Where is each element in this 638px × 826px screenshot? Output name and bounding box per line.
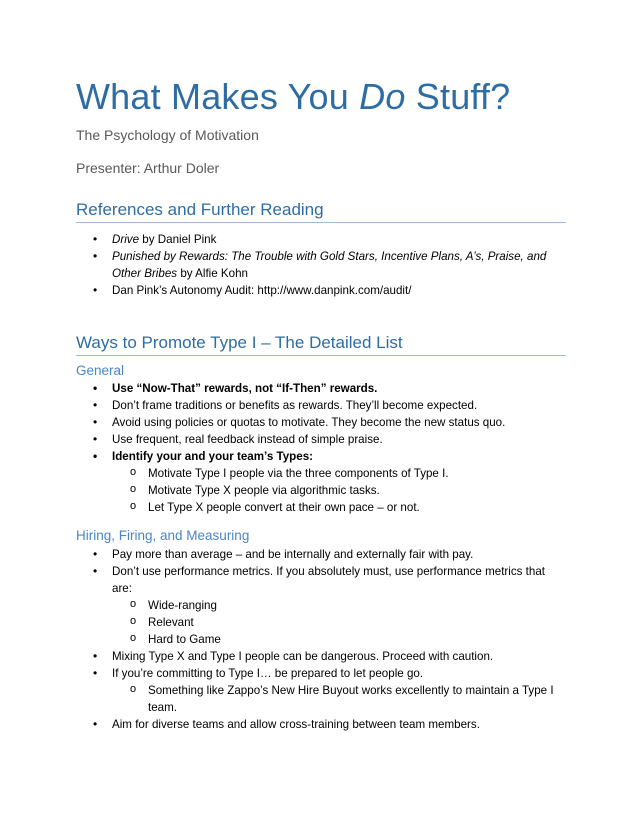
- sub-list-item: o Something like Zappo’s New Hire Buyout works excellently to maintain a Type I team.: [0, 682, 568, 716]
- list-item: • Identify your and your team’s Types:: [0, 448, 564, 465]
- general-list: [0, 380, 638, 516]
- sub-list-item: o Motivate Type X people via algorithmic tasks.: [0, 482, 568, 499]
- reference-item-drive: [0, 231, 564, 248]
- sub-list-item: o Motivate Type I people via the three components of Type I.: [0, 465, 568, 482]
- list-item: • If you’re committing to Type I… be prepared to let people go.: [0, 665, 564, 682]
- reference-title: Drive: [112, 233, 140, 246]
- title-text-end: Stuff?: [405, 76, 511, 117]
- list-item: • Pay more than average – and be internally and externally fair with pay.: [0, 546, 564, 563]
- reference-item-audit: • Dan Pink’s Autonomy Audit: http://www.danpink.com/audit/: [0, 282, 564, 299]
- sub-list-item: o Let Type X people convert at their own pace – or not.: [0, 499, 568, 516]
- reference-author: by Daniel Pink: [139, 233, 217, 246]
- list-item: • Don’t use performance metrics. If you absolutely must, use performance metrics that are:: [0, 563, 564, 597]
- references-list: [0, 231, 638, 299]
- title-text-start: What Makes You: [76, 76, 360, 117]
- list-item: • Use frequent, real feedback instead of simple praise.: [0, 431, 564, 448]
- sub-list-item: o Wide-ranging: [0, 597, 568, 614]
- sub-list-item: o Hard to Game: [0, 631, 568, 648]
- hiring-list: [0, 546, 638, 733]
- reference-subtitle: : The Trouble with Gold Stars, Incentive Plans, A’s, Praise, and Other Bribes: [112, 250, 547, 280]
- reference-title: Punished by Rewards: [112, 250, 225, 263]
- sub-list-item: o Relevant: [0, 614, 568, 631]
- document-title: [76, 76, 510, 118]
- references-heading: References and Further Reading: [76, 200, 566, 223]
- general-heading: General: [76, 363, 125, 378]
- document-subtitle: The Psychology of Motivation: [76, 127, 259, 143]
- list-item: • Use “Now-That” rewards, not “If-Then” rewards.: [0, 380, 564, 397]
- title-text-emphasis: Do: [359, 76, 406, 117]
- presenter-line: Presenter: Arthur Doler: [76, 160, 220, 176]
- reference-author: by Alfie Kohn: [177, 267, 248, 280]
- list-item: • Mixing Type X and Type I people can be dangerous. Proceed with caution.: [0, 648, 564, 665]
- ways-heading: Ways to Promote Type I – The Detailed List: [76, 333, 566, 356]
- list-item: • Avoid using policies or quotas to motivate. They become the new status quo.: [0, 414, 564, 431]
- list-item: • Don’t frame traditions or benefits as rewards. They’ll become expected.: [0, 397, 564, 414]
- hiring-heading: Hiring, Firing, and Measuring: [76, 528, 250, 543]
- reference-item-punished: [0, 248, 564, 282]
- list-item: • Aim for diverse teams and allow cross-training between team members.: [0, 716, 564, 733]
